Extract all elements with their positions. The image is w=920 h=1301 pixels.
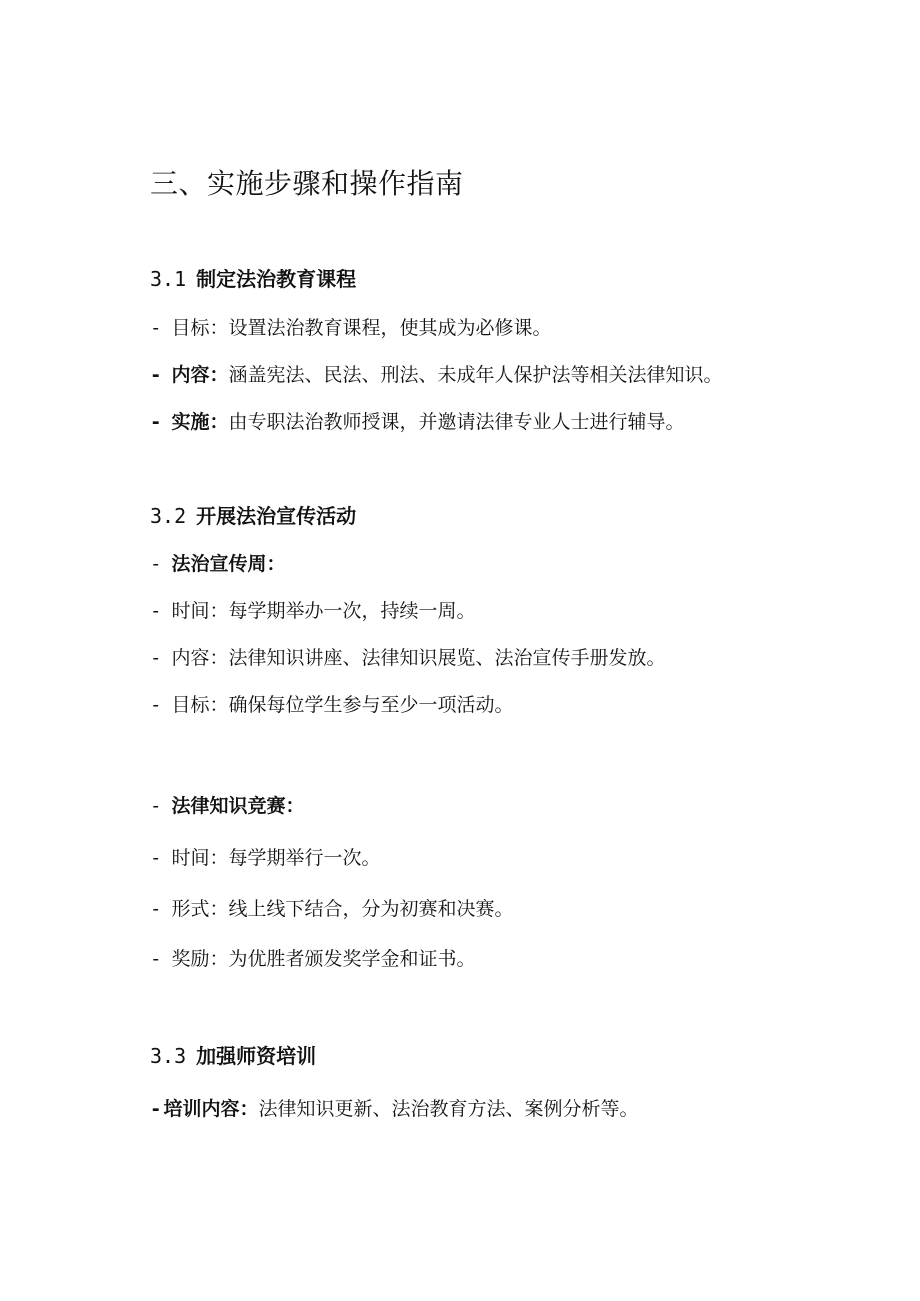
item-text: 涵盖宪法、民法、刑法、未成年人保护法等相关法律知识。 — [228, 364, 723, 386]
bullet-dash: - — [150, 317, 162, 339]
section-number: 3.3 — [150, 1044, 187, 1068]
list-item — [150, 1096, 638, 1122]
bullet-dash: - — [150, 647, 162, 669]
list-item — [150, 692, 513, 718]
bullet-dash: - — [150, 847, 162, 869]
list-item — [150, 896, 513, 922]
item-text: 奖励：为优胜者颁发奖学金和证书。 — [171, 948, 476, 970]
list-item — [150, 598, 475, 624]
subsection-label — [150, 793, 304, 819]
list-item — [150, 645, 665, 671]
item-text: 目标：确保每位学生参与至少一项活动。 — [171, 694, 514, 716]
section-number: 3.1 — [150, 267, 187, 291]
item-label: 实施： — [171, 411, 229, 433]
bullet-dash: - — [150, 1098, 162, 1120]
bullet-dash: - — [150, 364, 162, 386]
section-title: 加强师资培训 — [196, 1044, 317, 1068]
bullet-dash: - — [150, 795, 162, 817]
item-text: 时间：每学期举行一次。 — [171, 847, 381, 869]
item-text: 目标：设置法治教育课程，使其成为必修课。 — [171, 317, 552, 339]
bullet-dash: - — [150, 948, 162, 970]
bullet-dash: - — [150, 553, 162, 575]
section-title: 制定法治教育课程 — [196, 267, 357, 291]
list-item — [150, 845, 380, 871]
item-label: 法治宣传周： — [171, 553, 286, 575]
item-label: 法律知识竞赛： — [171, 795, 305, 817]
section-number: 3.2 — [150, 504, 187, 528]
section-heading-3-3 — [150, 1043, 316, 1069]
section-heading-3-1 — [150, 266, 356, 292]
item-text: 法律知识更新、法治教育方法、案例分析等。 — [258, 1098, 639, 1120]
section-title: 开展法治宣传活动 — [196, 504, 357, 528]
page-title: 三、实施步骤和操作指南 — [150, 167, 464, 200]
subsection-label — [150, 551, 285, 577]
item-text: 内容：法律知识讲座、法律知识展览、法治宣传手册发放。 — [171, 647, 666, 669]
bullet-dash: - — [150, 694, 162, 716]
section-heading-3-2 — [150, 503, 356, 529]
item-label: 培训内容： — [163, 1098, 259, 1120]
list-item — [150, 362, 722, 388]
bullet-dash: - — [150, 600, 162, 622]
item-label: 内容： — [171, 364, 229, 386]
item-text: 由专职法治教师授课，并邀请法律专业人士进行辅导。 — [228, 411, 685, 433]
list-item — [150, 315, 551, 341]
item-text: 时间：每学期举办一次，持续一周。 — [171, 600, 476, 622]
bullet-dash: - — [150, 898, 162, 920]
list-item — [150, 409, 684, 435]
item-text: 形式：线上线下结合，分为初赛和决赛。 — [171, 898, 514, 920]
bullet-dash: - — [150, 411, 162, 433]
list-item — [150, 946, 475, 972]
